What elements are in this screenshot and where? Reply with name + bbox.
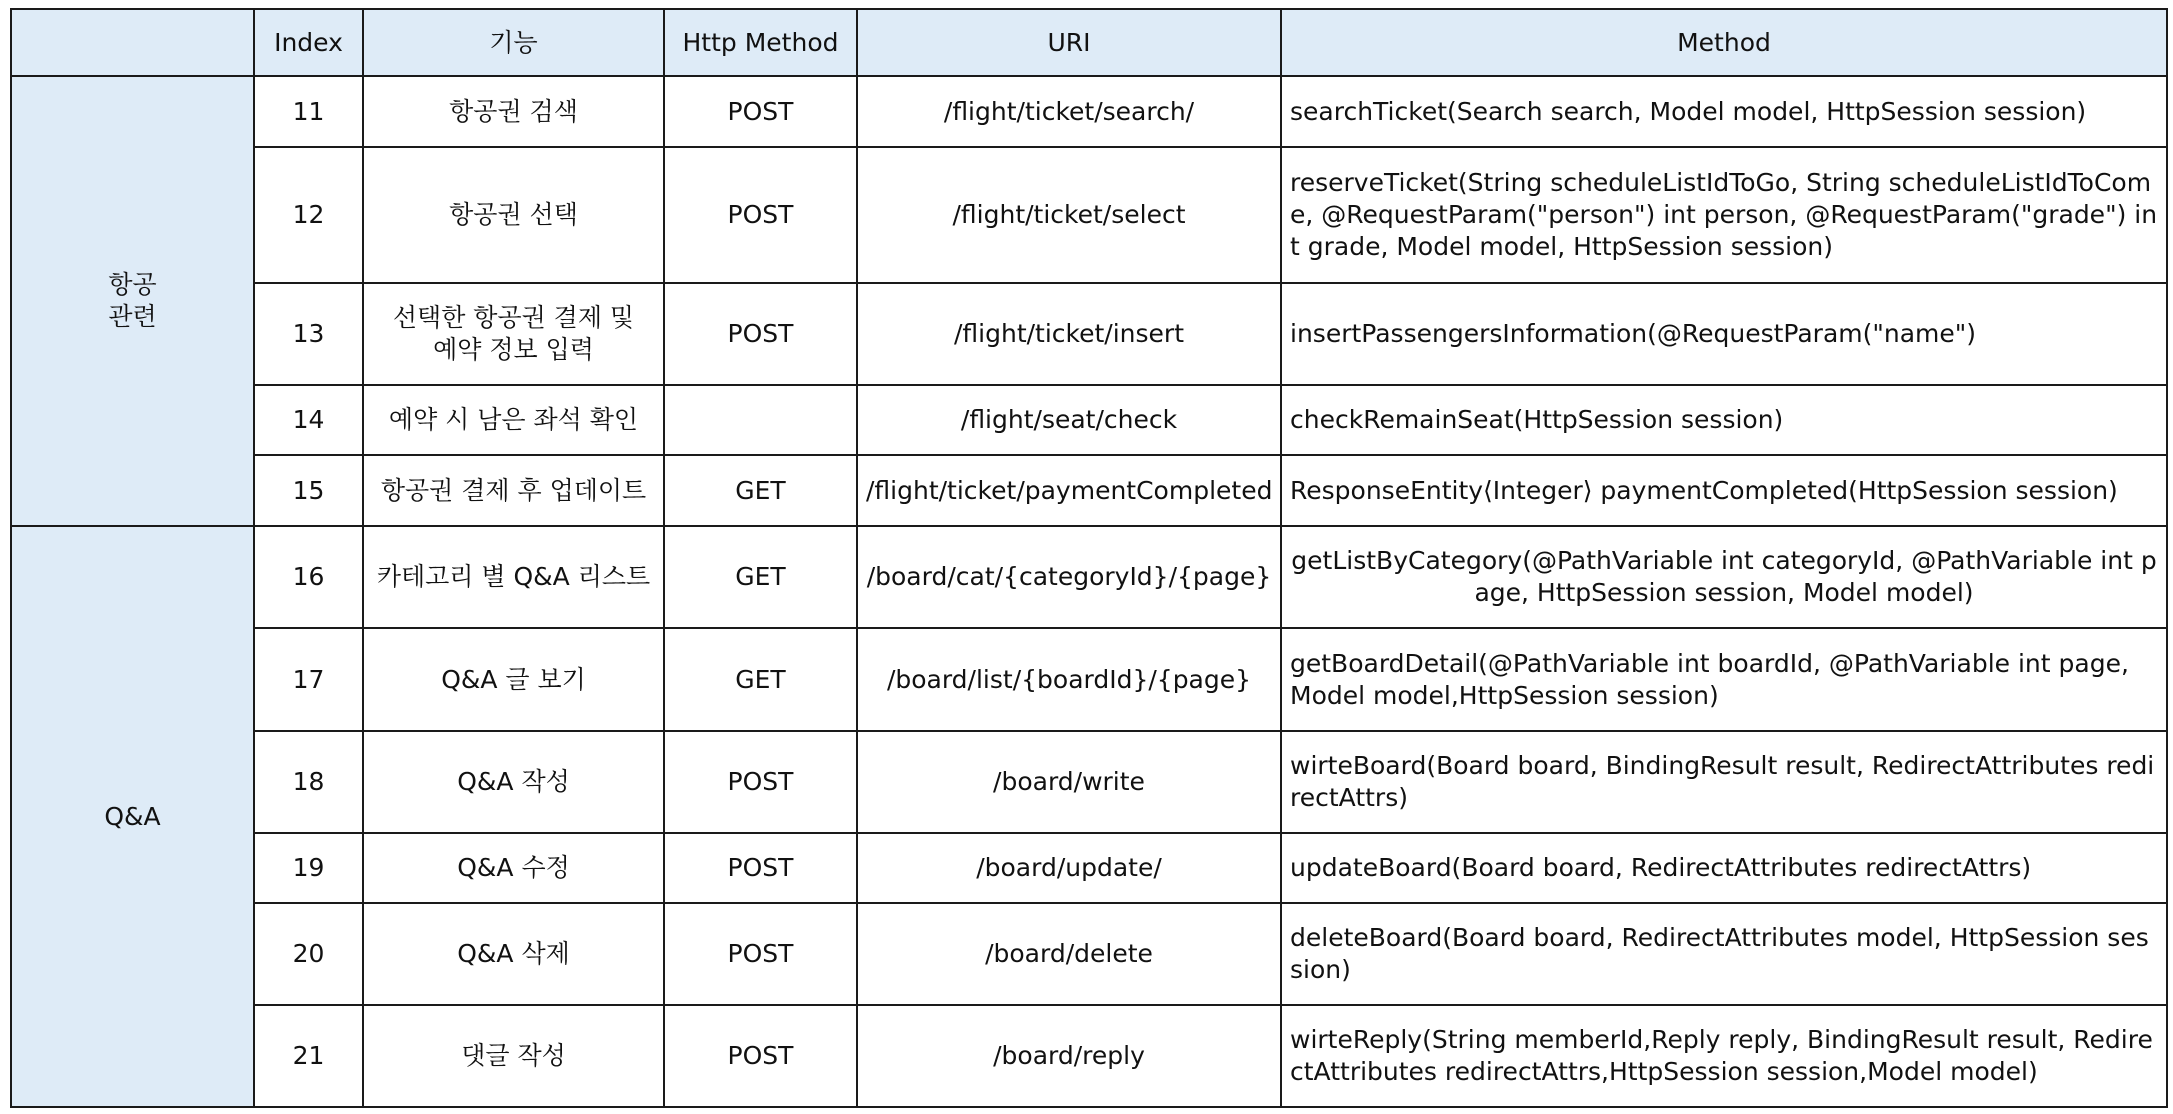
feature-line: 항공권 선택 (449, 200, 578, 229)
uri-cell: /board/list/{boardId}/{page} (857, 628, 1281, 731)
table-row (11, 455, 2167, 526)
feature-cell (363, 455, 664, 526)
method-cell: wirteBoard(Board board, BindingResult result, RedirectAttributes redirectAttrs) (1281, 731, 2167, 833)
feature-cell (363, 833, 664, 903)
index-cell: 20 (254, 903, 363, 1005)
uri-cell: /flight/seat/check (857, 385, 1281, 455)
feature-line: Q&A 글 보기 (441, 664, 586, 694)
feature-line: Q&A 삭제 (457, 939, 570, 968)
uri-cell: /flight/ticket/select (857, 147, 1281, 283)
uri-cell: /flight/ticket/paymentCompleted (857, 455, 1281, 526)
index-cell: 15 (254, 455, 363, 526)
group-qna-cell (11, 526, 254, 1107)
uri-cell: /flight/ticket/search/ (857, 76, 1281, 147)
index-cell: 19 (254, 833, 363, 903)
feature-cell (363, 283, 664, 385)
table-row (11, 833, 2167, 903)
http-method-cell: POST (664, 833, 857, 903)
table-row (11, 147, 2167, 283)
table-row (11, 385, 2167, 455)
table-row (11, 76, 2167, 147)
method-cell: getListByCategory(@PathVariable int categoryId, @PathVariable int page, HttpSession session, Model model) (1281, 526, 2167, 628)
feature-line: Q&A 수정 (457, 853, 570, 882)
index-cell: 11 (254, 76, 363, 147)
method-cell: wirteReply(String memberId,Reply reply, BindingResult result, RedirectAttributes redirectAttrs,HttpSession session,Model model) (1281, 1005, 2167, 1107)
header-row (11, 9, 2167, 76)
feature-line: 선택한 항공권 결제 및 (392, 303, 635, 332)
http-method-cell: GET (664, 526, 857, 628)
table-row (11, 1005, 2167, 1107)
group-label-line: 항공 (108, 270, 157, 299)
table-row (11, 731, 2167, 833)
index-cell: 16 (254, 526, 363, 628)
header-index: Index (254, 9, 363, 76)
index-cell: 18 (254, 731, 363, 833)
header-method: Method (1281, 9, 2167, 76)
group-flight-cell (11, 76, 254, 526)
feature-line: Q&A 작성 (457, 767, 570, 796)
http-method-cell: POST (664, 283, 857, 385)
feature-cell (363, 385, 664, 455)
http-method-cell: POST (664, 731, 857, 833)
method-cell: deleteBoard(Board board, RedirectAttributes model, HttpSession session) (1281, 903, 2167, 1005)
table-row (11, 903, 2167, 1005)
index-cell: 17 (254, 628, 363, 731)
method-cell: searchTicket(Search search, Model model, HttpSession session) (1281, 76, 2167, 147)
uri-cell: /board/delete (857, 903, 1281, 1005)
uri-cell: /board/update/ (857, 833, 1281, 903)
method-cell: checkRemainSeat(HttpSession session) (1281, 385, 2167, 455)
group-label-line: 관련 (108, 302, 157, 331)
feature-cell (363, 147, 664, 283)
header-http-method: Http Method (664, 9, 857, 76)
feature-line: 예약 정보 입력 (433, 335, 594, 364)
feature-cell (363, 628, 664, 731)
http-method-cell: POST (664, 903, 857, 1005)
http-method-cell: GET (664, 455, 857, 526)
http-method-cell: POST (664, 76, 857, 147)
feature-line: 예약 시 남은 좌석 확인 (388, 405, 639, 434)
feature-cell (363, 76, 664, 147)
uri-cell: /board/reply (857, 1005, 1281, 1107)
uri-cell: /flight/ticket/insert (857, 283, 1281, 385)
feature-line: 항공권 검색 (449, 96, 578, 126)
feature-cell (363, 1005, 664, 1107)
header-group (11, 9, 254, 76)
feature-cell (363, 526, 664, 628)
index-cell: 14 (254, 385, 363, 455)
group-label-line: Q&A (104, 801, 161, 831)
method-cell: getBoardDetail(@PathVariable int boardId, @PathVariable int page, Model model,HttpSession session) (1281, 628, 2167, 731)
index-cell: 12 (254, 147, 363, 283)
uri-cell: /board/write (857, 731, 1281, 833)
api-spec-table (10, 8, 2168, 1108)
index-cell: 21 (254, 1005, 363, 1107)
method-cell: updateBoard(Board board, RedirectAttributes redirectAttrs) (1281, 833, 2167, 903)
method-cell: insertPassengersInformation(@RequestParam("name") (1281, 283, 2167, 385)
header-uri: URI (857, 9, 1281, 76)
http-method-cell: POST (664, 1005, 857, 1107)
table-row (11, 526, 2167, 628)
uri-cell: /board/cat/{categoryId}/{page} (857, 526, 1281, 628)
method-cell: ResponseEntity⟨Integer⟩ paymentCompleted(HttpSession session) (1281, 455, 2167, 526)
feature-line: 항공권 결제 후 업데이트 (380, 475, 647, 505)
feature-cell (363, 903, 664, 1005)
feature-line: 카테고리 별 Q&A 리스트 (376, 562, 651, 591)
http-method-cell: POST (664, 147, 857, 283)
index-cell: 13 (254, 283, 363, 385)
method-cell: reserveTicket(String scheduleListIdToGo, String scheduleListIdToCome, @RequestParam("person") int person, @RequestParam("grade") int grade, Model model, HttpSession session) (1281, 147, 2167, 283)
table-row (11, 628, 2167, 731)
feature-line: 댓글 작성 (461, 1041, 566, 1070)
table-row (11, 283, 2167, 385)
feature-cell (363, 731, 664, 833)
http-method-cell: GET (664, 628, 857, 731)
header-feature: 기능 (363, 9, 664, 76)
http-method-cell (664, 385, 857, 455)
